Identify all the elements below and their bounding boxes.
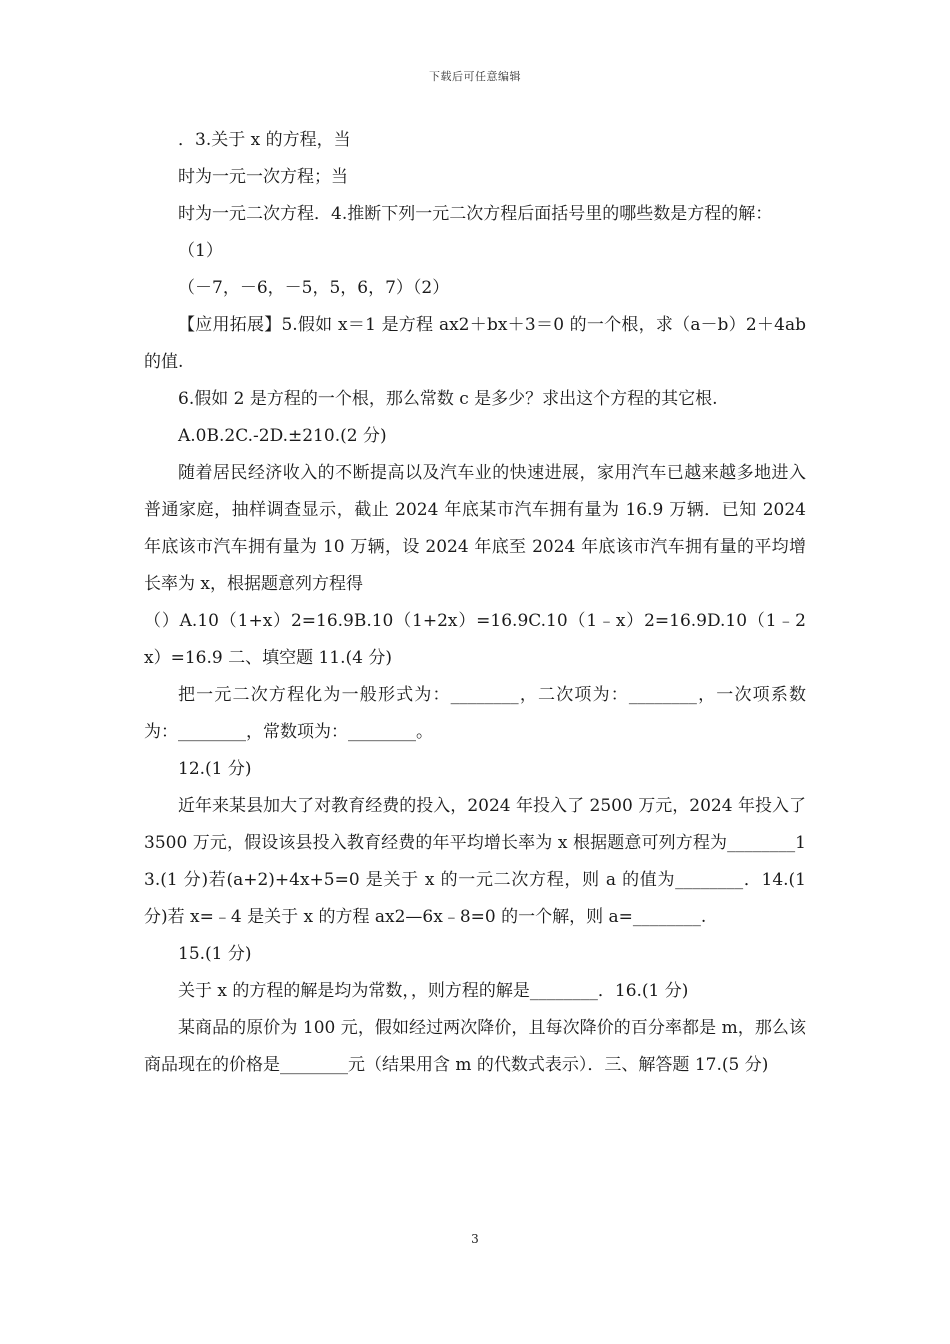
- paragraph-q3-linear: 时为一元一次方程；当: [178, 167, 348, 187]
- paragraph-q3-quadratic-q4: 时为一元二次方程．4.推断下列一元二次方程后面括号里的哪些数是方程的解：: [178, 204, 773, 224]
- page-header: 下载后可任意编辑: [429, 70, 521, 83]
- paragraph-q6: 6.假如 2 是方程的一个根，那么常数 c 是多少？求出这个方程的其它根.: [178, 389, 718, 409]
- paragraph-q12-q14: 近年来某县加大了对教育经费的投入，2024 年投入了 2500 万元，2024 年投入了 3500 万元，假设该县投入教育经费的年平均增长率为 x 根据题意可列方程为________13.(1 分)若(a+2)+4x+5=0 是关于 x 的一元二次方程，则 a 的值为________．14.(1 分)若 x=﹣4 是关于 x 的方程 ax2—6x﹣8=0 的一个解，则 a=________.: [144, 796, 806, 927]
- paragraph-q10-options: （）A.10（1+x）2=16.9B.10（1+2x）=16.9C.10（1﹣x）2=16.9D.10（1﹣2x）=16.9 二、填空题 11.(4 分): [144, 611, 806, 668]
- paragraph-q3-start: ．3.关于 x 的方程，当: [178, 130, 351, 150]
- document-body: [144, 122, 806, 1084]
- paragraph-q11: 把一元二次方程化为一般形式为：________，二次项为：________，一次项系数为：________，常数项为：________。: [144, 685, 806, 742]
- paragraph-q4-part1: （1）: [178, 241, 223, 261]
- paragraph-q16-q17: 某商品的原价为 100 元，假如经过两次降价，且每次降价的百分率都是 m，那么该商品现在的价格是________元（结果用含 m 的代数式表示）．三、解答题 17.(5 分): [144, 1018, 806, 1075]
- paragraph-q15-q16: 关于 x 的方程的解是均为常数，，则方程的解是________．16.(1 分): [178, 981, 689, 1001]
- paragraph-q12-label: 12.(1 分): [178, 759, 252, 779]
- paragraph-q4-candidates: （－7，－6，－5，5，6，7）（2）: [178, 278, 450, 298]
- paragraph-options-q10: A.0B.2C.-2D.±210.(2 分): [178, 426, 387, 446]
- paragraph-q5: 【应用拓展】5.假如 x＝1 是方程 ax2＋bx＋3＝0 的一个根，求（a－b）2＋4ab 的值.: [144, 315, 806, 372]
- page-number: 3: [471, 1232, 479, 1246]
- paragraph-q10-stem: 随着居民经济收入的不断提高以及汽车业的快速进展，家用汽车已越来越多地进入普通家庭，抽样调查显示，截止 2024 年底某市汽车拥有量为 16.9 万辆．已知 2024 年底该市汽车拥有量为 10 万辆，设 2024 年底至 2024 年底该市汽车拥有量的平均增长率为 x，根据题意列方程得: [144, 463, 806, 594]
- paragraph-q15-label: 15.(1 分): [178, 944, 252, 964]
